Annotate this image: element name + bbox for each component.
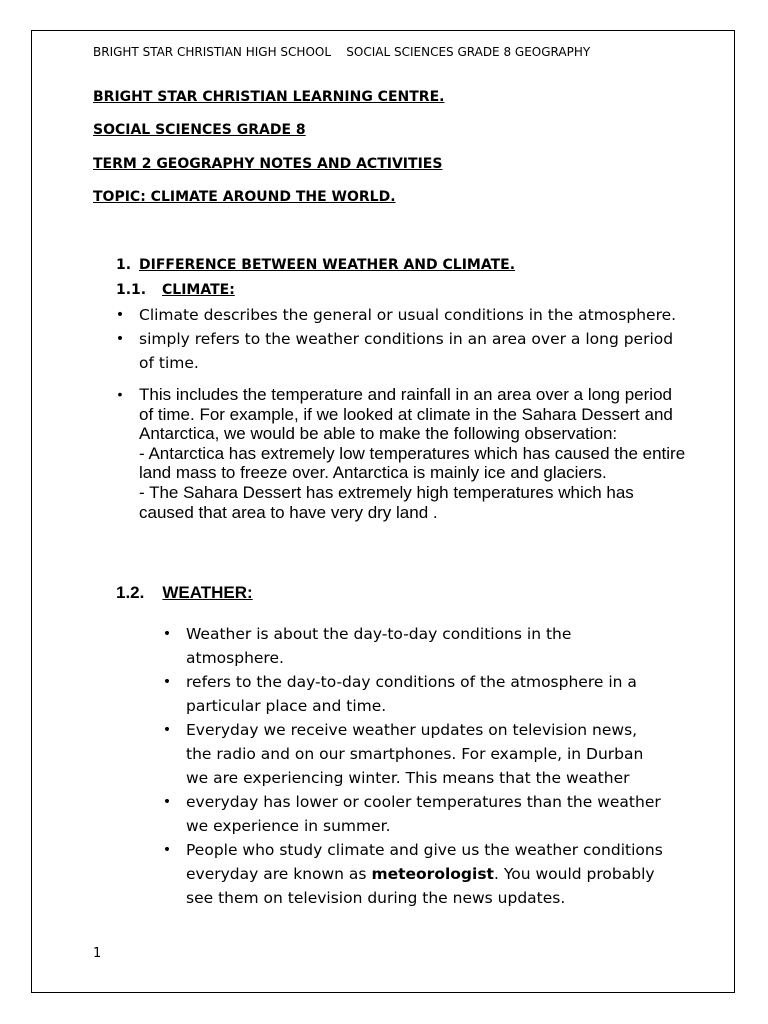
- section-1-1-title: CLIMATE:: [162, 282, 235, 298]
- list-item: [157, 622, 667, 670]
- section-1-2-heading: [116, 583, 253, 603]
- climate-detail-sahara: - The Sahara Dessert has extremely high temperatures which has caused that area to have very dry land .: [139, 482, 634, 522]
- weather-bullet-list: [157, 622, 667, 910]
- bullet: •: [117, 386, 123, 402]
- weather-bullet-text: everyday has lower or cooler temperatures than the weather we experience in summer.: [186, 793, 661, 835]
- bullet: •: [162, 674, 172, 690]
- meteorologist-term: meteorologist: [371, 865, 494, 883]
- section-1-2-title: WEATHER:: [162, 583, 253, 602]
- section-1-number: 1.: [116, 257, 132, 273]
- bullet: •: [115, 307, 125, 323]
- list-item: [110, 303, 680, 327]
- header-subject: SOCIAL SCIENCES GRADE 8 GEOGRAPHY: [346, 45, 591, 59]
- climate-bullet-list: [110, 303, 680, 375]
- list-item: [157, 790, 667, 838]
- climate-detail-antarctica: - Antarctica has extremely low temperatures which has caused the entire land mass to freeze over. Antarctica is mainly ice and glaciers.: [139, 443, 686, 483]
- bullet: •: [162, 794, 172, 810]
- header-school: BRIGHT STAR CHRISTIAN HIGH SCHOOL: [93, 45, 332, 59]
- title-centre: BRIGHT STAR CHRISTIAN LEARNING CENTRE.: [93, 89, 445, 105]
- list-item: [157, 670, 667, 718]
- bullet: •: [162, 722, 172, 738]
- weather-bullet-text: Weather is about the day-to-day conditions in the atmosphere.: [186, 625, 572, 667]
- climate-detail-intro: This includes the temperature and rainfall in an area over a long period of time. For example, if we looked at climate in the Sahara Dessert and Antarctica, we would be able to make the following observation:: [139, 385, 673, 444]
- bullet: •: [162, 842, 172, 858]
- bullet: •: [115, 331, 125, 347]
- weather-bullet-text-after: . You would probably see them on television during the news updates.: [186, 865, 655, 907]
- bullet: •: [162, 626, 172, 642]
- section-1-1-heading: [116, 282, 235, 298]
- section-1-title: DIFFERENCE BETWEEN WEATHER AND CLIMATE.: [139, 257, 516, 273]
- title-topic: TOPIC: CLIMATE AROUND THE WORLD.: [93, 189, 396, 205]
- climate-bullet-text: Climate describes the general or usual conditions in the atmosphere.: [139, 306, 677, 324]
- page-header: [93, 45, 590, 59]
- climate-detail: [110, 385, 690, 522]
- climate-bullet-text: simply refers to the weather conditions in an area over a long period of time.: [139, 330, 674, 372]
- list-item: [157, 838, 667, 910]
- page-number: 1: [93, 946, 102, 961]
- list-item: [110, 327, 680, 375]
- weather-bullet-text: refers to the day-to-day conditions of the atmosphere in a particular place and time.: [186, 673, 637, 715]
- list-item: [157, 718, 667, 790]
- weather-bullet-text: Everyday we receive weather updates on television news, the radio and on our smartphones. For example, in Durban we are experiencing winter. This means that the weather: [186, 721, 644, 787]
- section-1-2-number: 1.2.: [116, 583, 145, 602]
- title-term: TERM 2 GEOGRAPHY NOTES AND ACTIVITIES: [93, 156, 443, 172]
- section-1-heading: [116, 257, 515, 273]
- section-1-1-number: 1.1.: [116, 282, 147, 298]
- weather-bullet-text-before: People who study climate and give us the weather conditions everyday are known as: [186, 841, 663, 883]
- title-grade: SOCIAL SCIENCES GRADE 8: [93, 122, 306, 138]
